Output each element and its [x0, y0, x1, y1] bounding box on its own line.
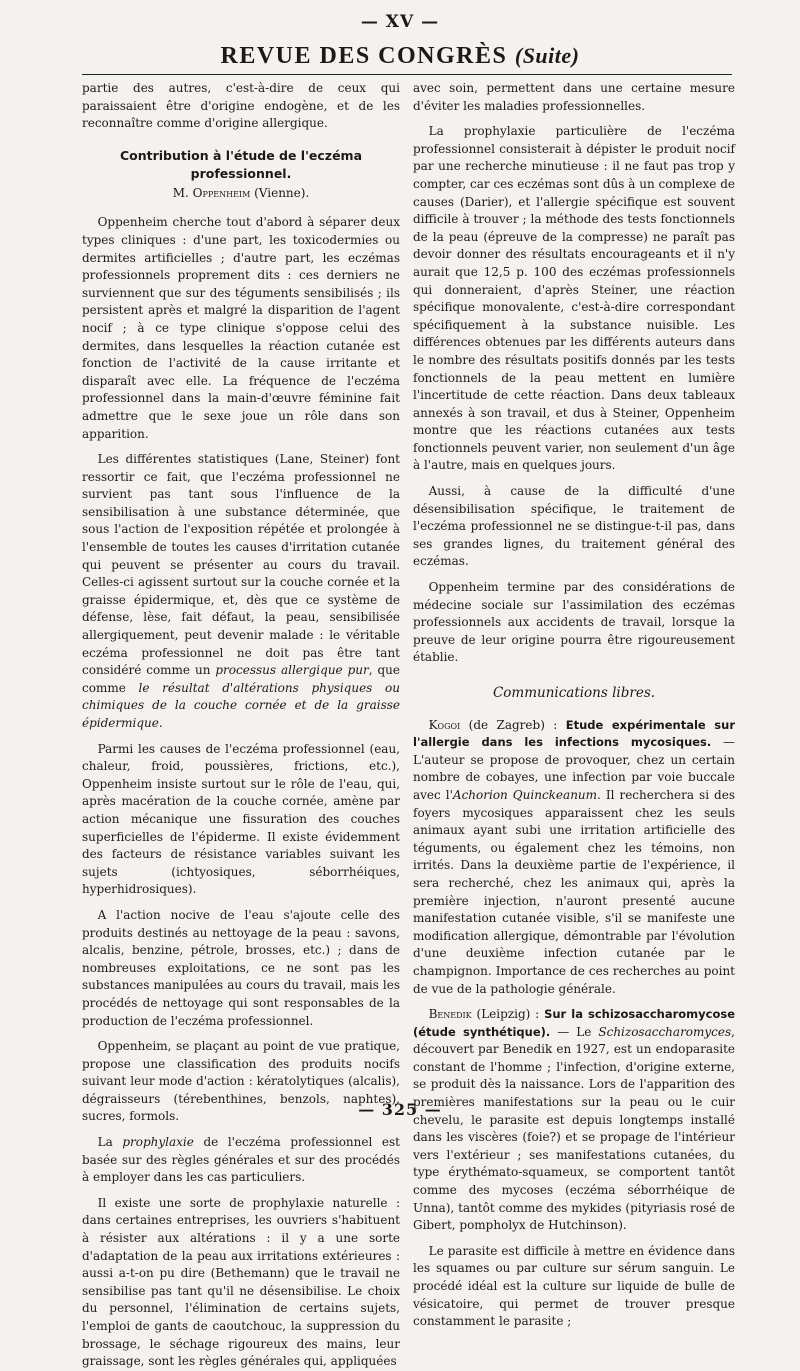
author-name: Oppenheim	[192, 185, 251, 200]
communication-place: (Leipzig) :	[471, 1007, 545, 1022]
text-run-italic: le résultat d'altérations physiques ou chimiques de la couche cornée et de la graisse épidermique.	[82, 680, 400, 730]
paragraph: Oppenheim termine par des considérations de médecine sociale sur l'assimilation des eczémas professionnels aux accidents de travail, lorsque la preuve de leur origine pourra être rigoureusement établie.	[413, 580, 735, 665]
paragraph: Le parasite est difficile à mettre en évidence dans les squames ou par culture sur sérum sanguin. Le procédé idéal est la culture sur liquide de bulle de vésicatoire, qui permet de trouver presque constamment le parasite ;	[413, 1243, 735, 1329]
communication-author: Kogoi	[428, 717, 461, 732]
text-run: La	[97, 1135, 123, 1150]
paragraph: Oppenheim, se plaçant au point de vue pratique, propose une classification des produits nocifs suivant leur mode d'action : kératolytiques (alcalis), dégraisseurs (térebenthines, benzols, naphtes), sucres, formols.	[82, 1039, 400, 1124]
text-run: , que comme	[82, 663, 401, 695]
text-run: . Il recherchera si des foyers mycosiques apparaissent chez les seuls animaux ayant subi une irritation artificielle des téguments, ou également chez les témoins, non irrités. Dans la deuxième partie de l'expérience, il sera recherché, chez les animaux qui, après la première injection, n'auront presenté aucune manifestation cutanée visible, s'il se manifeste une modification allergique, démontrable par l'évolution d'une deuxième infection cutanée par le champignon. Importance de ces recherches au point de vue de la pathologie générale.	[413, 787, 735, 996]
paragraph-continued: partie des autres, c'est-à-dire de ceux qui paraissaient être d'origine endogène, et de les reconnaître comme d'origine allergique.	[82, 81, 400, 131]
text-run-italic: Schizosaccharomyces	[598, 1024, 732, 1039]
paragraph: Parmi les causes de l'eczéma professionnel (eau, chaleur, froid, poussières, frictions, etc.), Oppenheim insiste surtout sur le rôle de l'eau, qui, après macération de la couche cornée, amène par action mécanique une fissuration des couches superficielles de l'épiderme. Il existe évidemment des facteurs de résistance variables suivant les sujets (ichtyosiques, séborrhéiques, hyperhidrosiques).	[82, 741, 400, 897]
header-rule	[82, 74, 732, 75]
journal-title-suite: (Suite)	[514, 43, 580, 68]
text-run: de l'eczéma professionnel est basée sur des règles générales et sur des procédés à employer dans les cas particuliers.	[82, 1135, 401, 1185]
paragraph: Aussi, à cause de la difficulté d'une désensibilisation spécifique, le traitement de l'eczéma professionnel ne se distingue-t-il pas, dans ses grandes lignes, du traitement général des eczémas.	[413, 484, 735, 569]
communication-place: (de Zagreb) :	[460, 717, 566, 732]
section-author	[82, 185, 400, 203]
author-place: (Vienne).	[254, 185, 310, 200]
paragraph	[82, 451, 400, 733]
section-title: Contribution à l'étude de l'eczéma professionnel.	[119, 147, 363, 181]
paragraph: Il existe une sorte de prophylaxie naturelle : dans certaines entreprises, les ouvriers s'habituent à résister aux altérations : il y a une sorte d'adaptation de la peau aux irritations extérieures : aussi a-t-on pu dire (Bethemann) que le travail ne sensibilise pas tant qu'il ne désensibilise. Le choix du personnel, l'élimination de certains sujets, l'emploi de gants de caoutchouc, la suppression du brossage, le séchage rigoureux des mains, leur graissage, sont les règles générales qui, appliquées	[82, 1195, 400, 1369]
text-run-italic: Achorion Quinckeanum	[452, 787, 598, 802]
communication-kogoi	[413, 717, 735, 999]
paragraph: Oppenheim cherche tout d'abord à séparer deux types cliniques : d'une part, les toxicodermies ou dermites artificielles ; d'autre part, les eczémas professionnels proprement dits : ces derniers ne surviennent que sur des téguments sensibilisés ; ils persistent après et malgré la disparition de l'agent nocif ; à ce type clinique s'oppose celui des dermites, dans lesquelles la réaction cutanée est fonction de l'activité de la cause irritante et disparaît avec elle. La fréquence de l'eczéma professionnel dans la main-d'œuvre féminine fait admettre que le sexe joue un rôle dans son apparition.	[82, 215, 400, 441]
text-run: , découvert par Benedik en 1927, est un endoparasite constant de l'homme ; l'infection, d'origine externe, se produit dès la naissance. Lors de l'apparition des premières manifestations sur la peau ou le cuir chevelu, le parasite est depuis longtemps installé dans les viscères (foie?) et se propage de l'intérieur vers l'extérieur ; ses manifestations cutanées, du type érythémato-squameux, se comportent tantôt comme des mycoses (eczéma séborrhéique de Unna), tantôt comme des mykides (pityriasis rosé de Gibert, pompholyx de Hutchinson).	[413, 1024, 735, 1233]
communication-author: Benedik	[428, 1007, 472, 1022]
text-run-italic: prophylaxie	[122, 1135, 194, 1150]
paragraph	[82, 1134, 400, 1187]
text-run: — Le	[550, 1024, 599, 1039]
page-title	[0, 43, 800, 70]
paragraph: La prophylaxie particulière de l'eczéma professionnel consisterait à dépister le produit nocif par une recherche minutieuse : il ne faut pas trop y compter, car ces eczémas sont dûs à un complexe de causes (Darier), et l'allergie spécifique est souvent difficile à trouver ; la méthode des tests fonctionnels de la peau (épreuve de la compresse) ne paraît pas devoir donner des résultats encourageants et il n'y aurait que 12,5 p. 100 des eczémas professionnels qui donneraient, d'après Steiner, une réaction spécifique monovalente, c'est-à-dire correspondant spécifiquement à la substance nuisible. Les différences obtenues par les différents auteurs dans le nombre des résultats positifs donnés par les tests fonctionnels de la peau mettent en lumière l'incertitude de cette réaction. Dans deux tableaux annexés à son travail, et dus à Steiner, Oppenheim montre que les réactions cutanées aux tests fonctionnels peuvent varier, non seulement d'un âge à l'autre, mais en quelques jours.	[413, 124, 735, 473]
communication-benedik	[413, 1006, 735, 1235]
page-roman-numeral: — XV —	[360, 12, 440, 32]
paragraph-continued: avec soin, permettent dans une certaine mesure d'éviter les maladies professionnelles.	[413, 81, 735, 113]
communication-title: Sur la schizosaccharomycose (étude synthétique).	[413, 1007, 736, 1039]
right-column	[413, 80, 736, 1329]
journal-title: REVUE DES CONGRÈS	[220, 43, 508, 69]
text-run-italic: processus allergique pur	[215, 663, 369, 678]
text-run: Les différentes statistiques (Lane, Steiner) font ressortir ce fait, que l'eczéma professionnel ne survient pas tant sous l'influence de la sensibilisation à une substance déterminée, que sous l'action de l'exposition répétée et prolongée à l'ensemble de toutes les causes d'irritation cutanée qui peuvent se présenter au cours du travail. Celles-ci agissent surtout sur la couche cornée et la graisse épidermique, et, dès que ce système de défense, lèse, fait défaut, la peau, sensibilisée allergiquement, peut devenir malade : le véritable eczéma professionnel ne doit pas être tant considéré comme un	[82, 452, 400, 678]
subsection-title: Communications libres.	[492, 685, 656, 701]
paragraph: A l'action nocive de l'eau s'ajoute celle des produits destinés au nettoyage de la peau : savons, alcalis, benzine, pétrole, brosses, etc.) ; dans de nombreuses exploitations, ce ne sont pas les substances manipulées au cours du travail, mais les procédés de nettoyage qui sont responsables de la production de l'eczéma professionnel.	[82, 907, 400, 1028]
communication-title: Etude expérimentale sur l'allergie dans les infections mycosiques.	[413, 717, 735, 750]
author-initial: M.	[172, 185, 189, 200]
page-number: — 325 —	[358, 1100, 442, 1119]
text-run: — L'auteur se propose de provoquer, chez un certain nombre de cobayes, une infection par voie buccale avec l'	[413, 735, 735, 802]
